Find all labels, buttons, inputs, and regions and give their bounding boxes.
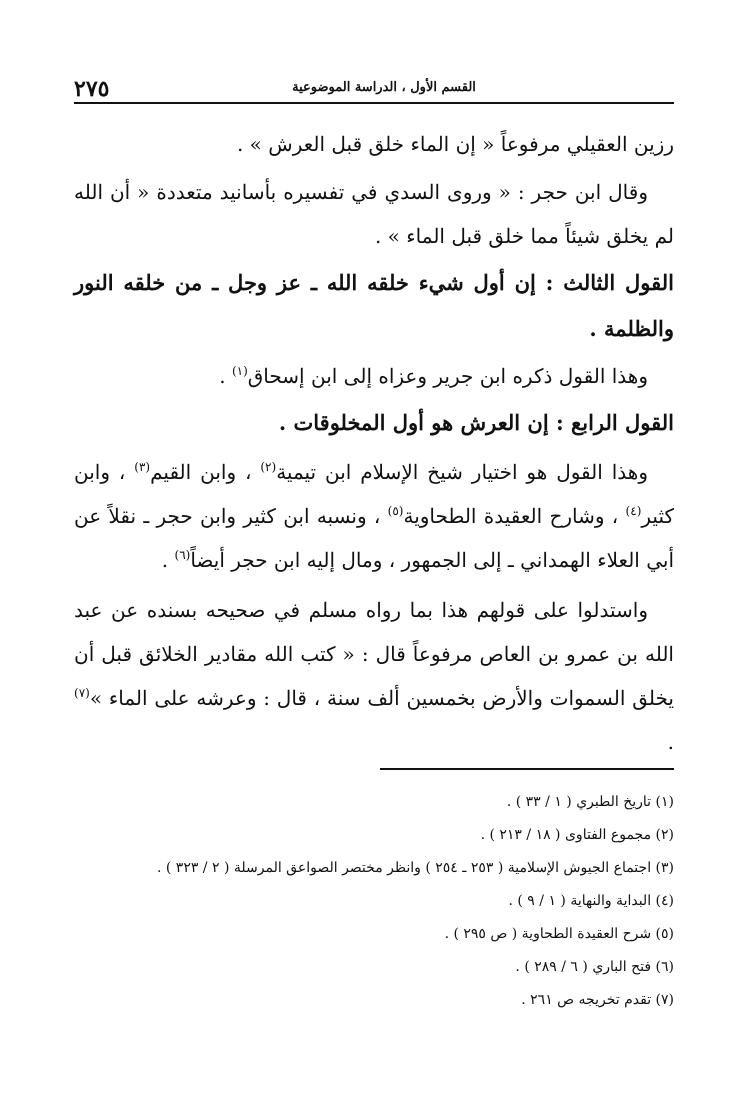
paragraph-3-text: وهذا القول ذكره ابن جرير وعزاه إلى ابن إسحاق bbox=[247, 364, 648, 388]
paragraph-1: رزين العقيلي مرفوعاً « إن الماء خلق قبل العرش » . bbox=[236, 132, 674, 156]
paragraph-5-text: واستدلوا على قولهم هذا بما رواه مسلم في صحيحه بسنده عن عبد الله بن عمرو بن العاص مرفوعاً قال : « كتب الله مقادير الخلائق قبل أن يخلق السموات والأرض بخمسين ألف سنة ، قال : وعرشه على الماء » bbox=[74, 598, 674, 710]
footnotes bbox=[74, 786, 674, 1017]
footnote-ref-1: (١) bbox=[231, 364, 248, 378]
paragraph-4-part-c: ، وابن كثير bbox=[74, 460, 675, 528]
footnote-ref-7: (٧) bbox=[74, 686, 90, 700]
paragraph-4-part-a: وهذا القول هو اختيار شيخ الإسلام ابن تيمية bbox=[276, 460, 648, 484]
page-header bbox=[74, 76, 674, 104]
paragraph-5-end: . bbox=[667, 730, 674, 754]
footnote-3: (٣) اجتماع الجيوش الإسلامية ( ٢٥٣ ـ ٢٥٤ ) وانظر مختصر الصواعق المرسلة ( ٢ / ٣٢٣ ) . bbox=[156, 860, 674, 876]
heading-third-opinion: القول الثالث : إن أول شيء خلقه الله ـ عز وجل ـ من خلقه النور والظلمة . bbox=[74, 270, 674, 341]
paragraph-2: وقال ابن حجر : « وروى السدي في تفسيره بأسانيد متعددة « أن الله لم يخلق شيئاً مما خلق قبل الماء » . bbox=[74, 180, 674, 248]
footnote-7: (٧) تقدم تخريجه ص ٢٦١ . bbox=[521, 992, 674, 1008]
running-title: القسم الأول ، الدراسة الموضوعية bbox=[292, 80, 476, 95]
page-number: ٢٧٥ bbox=[74, 76, 110, 102]
paragraph-4-part-d: ، وشارح العقيدة الطحاوية bbox=[403, 504, 626, 528]
main-text bbox=[74, 122, 674, 764]
footnote-ref-3: (٣) bbox=[134, 460, 151, 474]
footnote-2: (٢) مجموع الفتاوى ( ١٨ / ٢١٣ ) . bbox=[480, 827, 674, 843]
heading-fourth-opinion: القول الرابع : إن العرش هو أول المخلوقات . bbox=[278, 410, 674, 435]
paragraph-4-end: . bbox=[161, 548, 175, 572]
footnote-1: (١) تاريخ الطبري ( ١ / ٣٣ ) . bbox=[506, 794, 674, 810]
footnote-ref-2: (٢) bbox=[260, 460, 277, 474]
paragraph-3 bbox=[74, 354, 674, 398]
paragraph-3-end: . bbox=[219, 364, 232, 388]
footnote-6: (٦) فتح الباري ( ٦ / ٢٨٩ ) . bbox=[515, 959, 674, 975]
footnote-5: (٥) شرح العقيدة الطحاوية ( ص ٢٩٥ ) . bbox=[444, 926, 674, 942]
paragraph-4 bbox=[74, 450, 674, 582]
footnote-ref-4: (٤) bbox=[625, 504, 642, 518]
footnote-4: (٤) البداية والنهاية ( ١ / ٩ ) . bbox=[508, 893, 674, 909]
footnote-separator bbox=[380, 768, 674, 770]
paragraph-4-part-e: ، ونسبه ابن كثير وابن حجر ـ نقلاً عن أبي العلاء الهمداني ـ إلى الجمهور ، ومال إليه ابن حجر أيضاً bbox=[74, 504, 674, 572]
footnote-ref-5: (٥) bbox=[387, 504, 404, 518]
paragraph-4-part-b: ، وابن القيم bbox=[150, 460, 261, 484]
footnote-ref-6: (٦) bbox=[174, 548, 191, 562]
paragraph-5 bbox=[74, 588, 674, 764]
